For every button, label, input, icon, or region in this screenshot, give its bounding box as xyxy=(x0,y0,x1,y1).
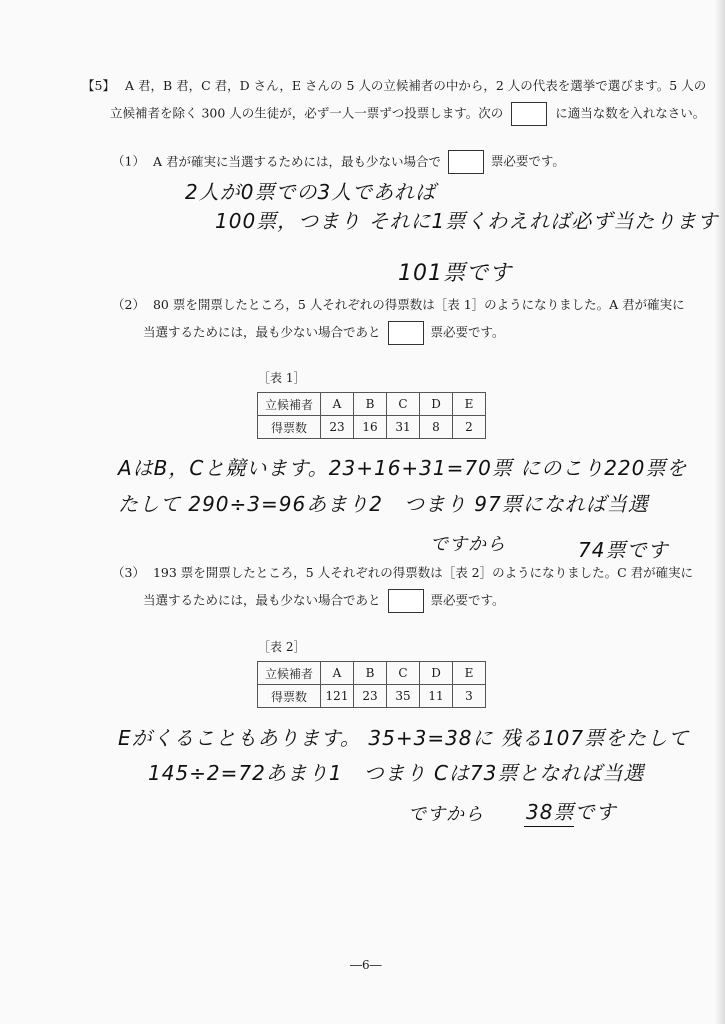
table1-header-d: D xyxy=(420,393,453,416)
table2-votes-e: 3 xyxy=(453,685,486,708)
table1-header-c: C xyxy=(387,393,420,416)
table2-header-b: B xyxy=(354,662,387,685)
table2-header-row xyxy=(258,662,486,685)
q3-question-line1 xyxy=(112,565,693,581)
q2-handwriting-line1: AはB，Cと競います。23+16+31=70票 にのこり220票を xyxy=(118,456,688,480)
q1-label: （1） xyxy=(112,153,145,169)
table1-title: ［表 1］ xyxy=(258,371,306,385)
page-number: ―6― xyxy=(350,958,382,972)
table1 xyxy=(257,392,486,439)
q2-question-line2 xyxy=(143,321,505,345)
q1-text-b: 票必要です。 xyxy=(490,153,565,169)
q2-answer-box[interactable] xyxy=(388,321,424,345)
table2-votes-b: 23 xyxy=(354,685,387,708)
q1-text-a: A 君が確実に当選するためには，最も少ない場合で xyxy=(152,153,441,169)
table1-header-b: B xyxy=(354,393,387,416)
table2-votes-label: 得票数 xyxy=(258,685,321,708)
table1-header-row xyxy=(258,393,486,416)
q1-handwriting-answer: 101票です xyxy=(398,261,512,286)
table2-title: ［表 2］ xyxy=(258,640,306,654)
table2-header-candidate: 立候補者 xyxy=(258,662,321,685)
q2-handwriting-line3: ですから xyxy=(430,534,506,555)
q1-handwriting-line2: 100票，つまり それに1票くわえれば必ず当たります xyxy=(215,209,719,233)
q2-text-1: 80 票を開票したところ，5 人それぞれの得票数は［表 1］のようになりました。A 君が確実に xyxy=(152,297,685,312)
q3-handwriting-line3: ですから xyxy=(408,804,484,825)
table2 xyxy=(257,661,486,708)
table1-votes-label: 得票数 xyxy=(258,416,321,439)
q3-text-1: 193 票を開票したところ，5 人それぞれの得票数は［表 2］のようになりました。C 君が確実に xyxy=(152,565,694,580)
problem-intro-text2a: 立候補者を除く 300 人の生徒が，必ず一人一票ずつ投票します。次の xyxy=(110,105,504,121)
table1-votes-a: 23 xyxy=(321,416,354,439)
q3-text-2a: 当選するためには，最も少ない場合であと xyxy=(143,592,381,608)
page-edge-shadow xyxy=(715,0,725,1024)
table2-votes-c: 35 xyxy=(387,685,420,708)
q1-handwriting-line1: 2人が0票での3人であれば xyxy=(185,180,437,204)
table1-header-e: E xyxy=(453,393,486,416)
table1-votes-e: 2 xyxy=(453,416,486,439)
q1-question xyxy=(112,150,565,174)
problem-intro-text1: A 君，B 君，C 君，D さん，E さんの 5 人の立候補者の中から，2 人の代表を選挙で選びます。5 人の xyxy=(124,78,707,93)
q2-question-line1 xyxy=(112,297,685,313)
table2-header-a: A xyxy=(321,662,354,685)
q2-handwriting-answer: 74票です xyxy=(578,538,669,562)
table1-header-candidate: 立候補者 xyxy=(258,393,321,416)
q3-handwriting-line2: 145÷2=72あまり1 つまり Cは73票となれば当選 xyxy=(148,761,645,785)
table2-header-d: D xyxy=(420,662,453,685)
table1-votes-row xyxy=(258,416,486,439)
q3-answer-underline xyxy=(524,826,574,827)
table1-votes-d: 8 xyxy=(420,416,453,439)
q2-text-2b: 票必要です。 xyxy=(430,324,505,340)
problem-number: 【5】 xyxy=(82,78,115,93)
q3-text-2b: 票必要です。 xyxy=(430,592,505,608)
table2-header-c: C xyxy=(387,662,420,685)
table2-votes-row xyxy=(258,685,486,708)
q3-answer-box[interactable] xyxy=(388,589,424,613)
problem-intro-text2b: に適当な数を入れなさい。 xyxy=(555,105,706,121)
problem-intro-line2 xyxy=(110,102,705,126)
problem-intro-line1 xyxy=(82,78,706,94)
table1-votes-c: 31 xyxy=(387,416,420,439)
q3-handwriting-answer: 38票です xyxy=(526,800,617,824)
q3-label: （3） xyxy=(112,565,145,580)
answer-box-example[interactable] xyxy=(511,102,547,126)
q2-handwriting-line2: たして 290÷3=96あまり2 つまり 97票になれば当選 xyxy=(118,492,649,516)
q3-question-line2 xyxy=(143,589,505,613)
table1-votes-b: 16 xyxy=(354,416,387,439)
table1-header-a: A xyxy=(321,393,354,416)
q1-answer-box[interactable] xyxy=(448,150,484,174)
table2-votes-d: 11 xyxy=(420,685,453,708)
table2-header-e: E xyxy=(453,662,486,685)
q2-label: （2） xyxy=(112,297,145,312)
q2-text-2a: 当選するためには，最も少ない場合であと xyxy=(143,324,381,340)
q3-handwriting-line1: Eがくることもあります。 35+3=38に 残る107票をたして xyxy=(118,726,690,750)
table2-votes-a: 121 xyxy=(321,685,354,708)
